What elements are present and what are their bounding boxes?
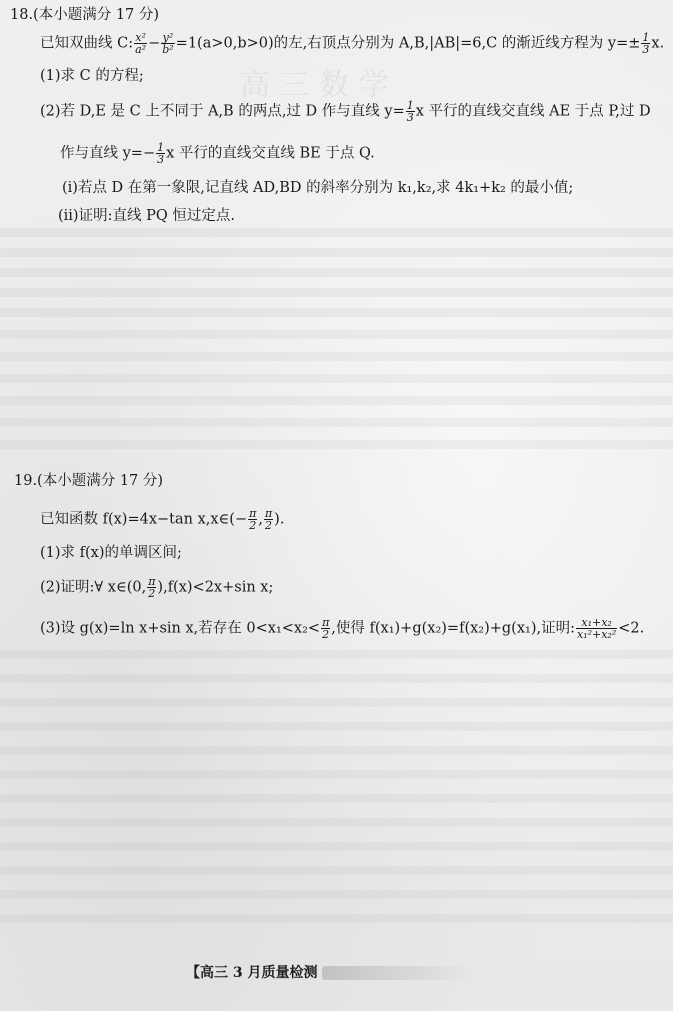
fraction: $\frac{\pi}{2}$: [249, 507, 257, 532]
fraction: $\frac{\pi}{2}$: [148, 575, 156, 600]
fraction: $\frac{\text{x²}}{\text{a²}}$: [135, 31, 147, 56]
q19-part2: (2)证明:∀ x∈(0, $\frac{\pi}{2}$ ),f(x)<2x+sin x;: [40, 575, 274, 600]
q18-part2-line1: (2)若 D,E 是 C 上不同于 A,B 的两点,过 D 作与直线 y= $\frac{1}{3}$ x 平行的直线交直线 AE 于点 P,过 D: [40, 99, 651, 124]
fraction: $\frac{\text{y²}}{\text{b²}}$: [162, 31, 174, 56]
blurred-region: [322, 966, 472, 980]
bleed-through-text: 高 三 数 学: [240, 68, 389, 103]
bleed-through-text: [0, 650, 673, 930]
q18-stem: 已知双曲线 C: $\frac{\text{x²}}{\text{a²}}$ − $\frac{\text{y²}}{\text{b²}}$ =1(a>0,b>0)的左,右顶点分别为 A,B,|AB|=6,C 的渐近线方程为 y=± $\frac{1}{3}$ x.: [40, 31, 665, 56]
page-footer: [186, 962, 472, 982]
q18-part1: (1)求 C 的方程;: [40, 68, 144, 84]
fraction: $\frac{\text{x₁+x₂}}{\text{x₁²+x₂²}}$: [576, 616, 617, 641]
q18-part2-line2: 作与直线 y=− $\frac{1}{3}$ x 平行的直线交直线 BE 于点 Q.: [60, 141, 375, 166]
q18-sub-i: (ⅰ)若点 D 在第一象限,记直线 AD,BD 的斜率分别为 k₁,k₂,求 4k₁+k₂ 的最小值;: [62, 180, 574, 196]
q19-part3: (3)设 g(x)=ln x+sin x,若存在 0<x₁<x₂< $\frac{\pi}{2}$ ,使得 f(x₁)+g(x₂)=f(x₂)+g(x₁),证明: $\frac{\text{x₁+x₂}}{\text{x₁²+x₂²}}$ <2.: [40, 616, 645, 641]
fraction: $\frac{1}{3}$: [157, 141, 165, 166]
q18-sub-ii: (ⅱ)证明:直线 PQ 恒过定点.: [58, 208, 235, 224]
bleed-through-text: [0, 330, 673, 450]
bleed-through-text: [0, 228, 673, 318]
fraction: $\frac{1}{3}$: [406, 99, 414, 124]
q18-header: 18.(本小题满分 17 分): [10, 7, 160, 23]
q19-header: 19.(本小题满分 17 分): [14, 473, 164, 489]
fraction: $\frac{\pi}{2}$: [264, 507, 273, 532]
fraction: $\frac{\pi}{2}$: [322, 616, 330, 641]
footer-label: 【高三 3 月质量检测: [186, 965, 318, 981]
q19-stem: 已知函数 f(x)=4x−tan x,x∈(− $\frac{\pi}{2}$ , $\frac{\pi}{2}$ ).: [40, 507, 285, 532]
q19-part1: (1)求 f(x)的单调区间;: [40, 545, 182, 561]
fraction: $\frac{1}{3}$: [642, 31, 650, 56]
